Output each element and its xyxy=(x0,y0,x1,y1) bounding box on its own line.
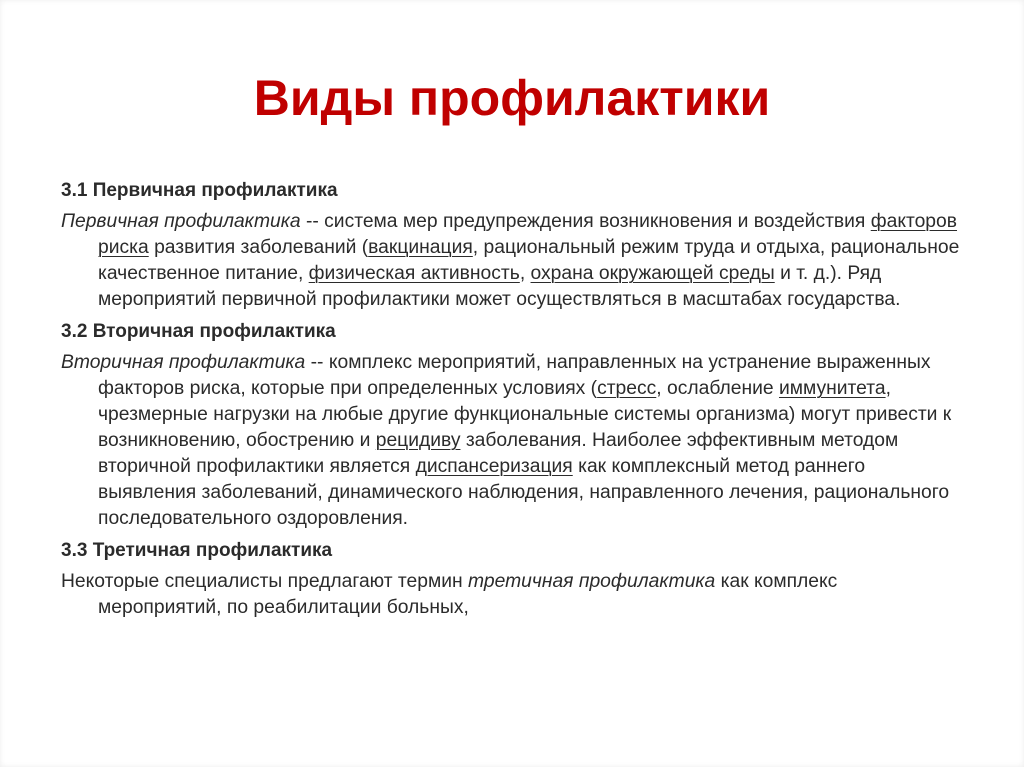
term-link[interactable]: охрана окружающей среды xyxy=(530,263,775,284)
section-heading-secondary: 3.2 Вторичная профилактика xyxy=(61,321,336,342)
slide-body xyxy=(61,178,961,627)
section-heading-tertiary: 3.3 Третичная профилактика xyxy=(61,540,333,561)
body-text: , ослабление xyxy=(656,378,779,399)
body-text: развития заболеваний ( xyxy=(148,237,369,258)
slide-title: Виды профилактики xyxy=(253,70,771,126)
body-text: Некоторые специалисты предлагают термин xyxy=(61,571,468,592)
defined-term: Первичная профилактика xyxy=(61,211,301,232)
term-link[interactable]: иммунитета xyxy=(778,378,886,399)
body-text: , рациональный режим труда и отдыха, рациональное качественное питание, xyxy=(98,237,960,284)
section-heading-primary: 3.1 Первичная профилактика xyxy=(61,180,338,201)
term-link[interactable]: факторов риска xyxy=(98,211,958,258)
section-text-tertiary xyxy=(61,569,961,621)
defined-term: Вторичная профилактика xyxy=(61,352,306,373)
term-link[interactable]: рецидиву xyxy=(375,430,461,451)
section-text-secondary xyxy=(61,350,961,532)
body-text: заболевания. Наиболее эффективным методом вторичной профилактики является xyxy=(98,430,899,477)
defined-term: третичная профилактика xyxy=(468,571,716,592)
body-text: как комплексный метод раннего выявления заболеваний, динамического наблюдения, направленного лечения, рационального последовательного оздоровления. xyxy=(98,456,950,529)
term-link[interactable]: стресс xyxy=(597,378,657,399)
term-link[interactable]: вакцинация xyxy=(368,237,473,258)
term-link[interactable]: физическая активность xyxy=(308,263,520,284)
term-link[interactable]: диспансеризация xyxy=(415,456,573,477)
body-text: -- комплекс мероприятий, направленных на устранение выраженных факторов риска, которые при определенных условиях ( xyxy=(98,352,931,399)
section-text-primary xyxy=(61,209,961,313)
body-text: , xyxy=(519,263,531,284)
body-text: -- система мер предупреждения возникновения и воздействия xyxy=(300,211,871,232)
body-text: , чрезмерные нагрузки на любые другие функциональные системы организма) могут привести к возникновению, обострению и xyxy=(98,378,952,451)
body-text: как комплекс мероприятий, по реабилитации больных, xyxy=(98,571,838,618)
body-text: и т. д.). Ряд мероприятий первичной профилактики может осуществляться в масштабах государства. xyxy=(98,263,901,310)
